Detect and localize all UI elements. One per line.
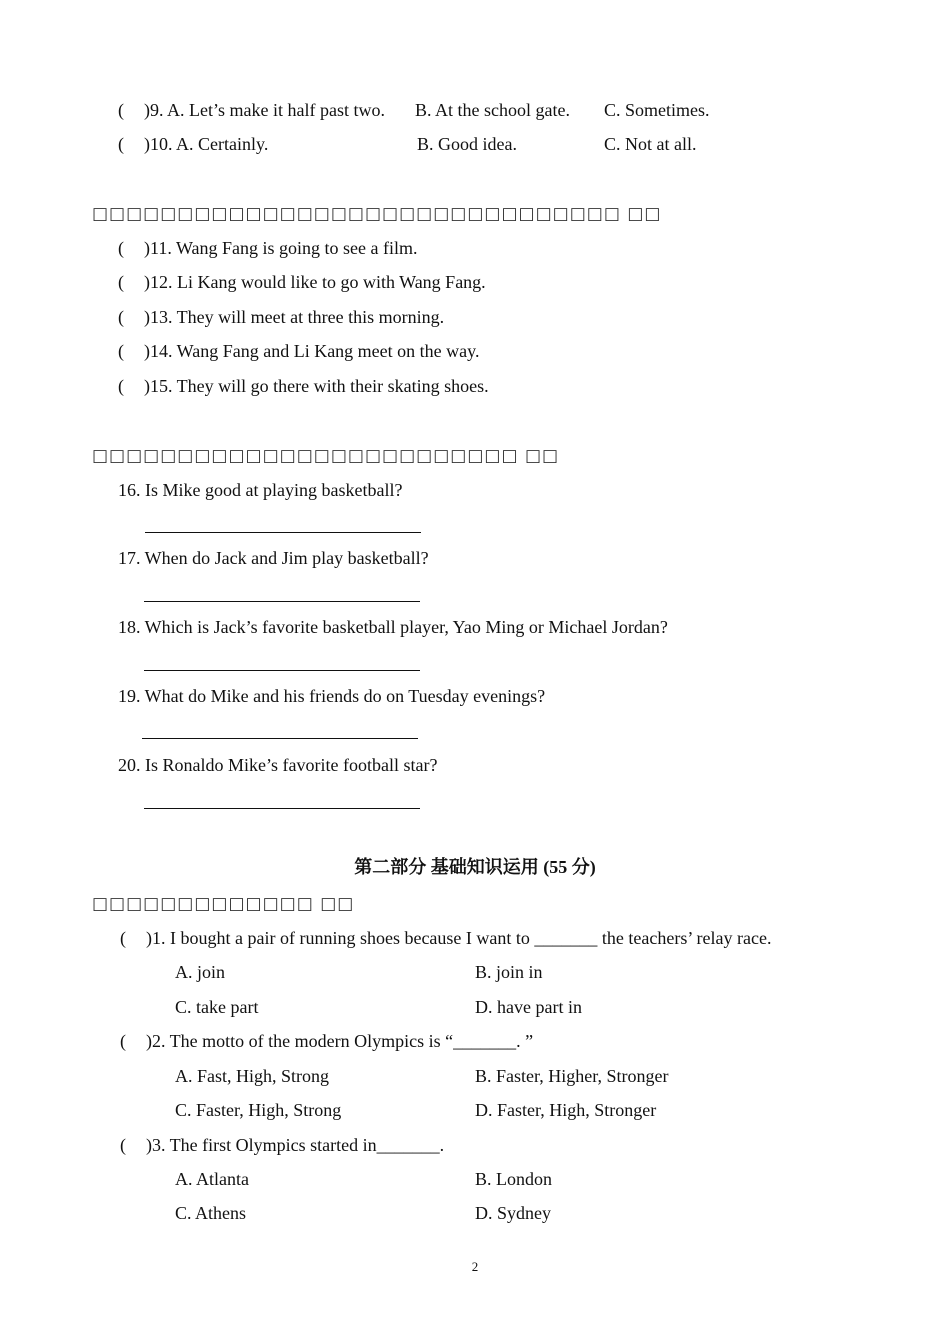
part2-q1-option-c[interactable]: C. take part (175, 997, 259, 1017)
part2-q2-option-c[interactable]: C. Faster, High, Strong (175, 1100, 342, 1120)
paren-q12: ( (118, 272, 124, 292)
answer-line-18[interactable] (144, 670, 420, 671)
question-10-option-c: C. Not at all. (604, 134, 697, 154)
part2-question-2-stem: )2. The motto of the modern Olympics is “_______. ” (146, 1031, 534, 1051)
answer-line-20[interactable] (144, 808, 420, 809)
paren-p2-q3: ( (120, 1135, 126, 1155)
paren-p2-q2: ( (120, 1031, 126, 1051)
question-19: 19. What do Mike and his friends do on Tuesday evenings? (118, 686, 546, 706)
question-15: )15. They will go there with their skating shoes. (144, 376, 489, 396)
question-9-option-b: B. At the school gate. (415, 100, 570, 120)
section-3-heading-boxes: □□□□□□□□□□□□□□□□□□□□□□□□□□□□□□□ (92, 204, 621, 224)
answer-line-17[interactable] (144, 601, 420, 602)
part2-q2-option-b[interactable]: B. Faster, Higher, Stronger (475, 1066, 669, 1086)
question-9-stem: )9. A. Let’s make it half past two. (144, 100, 385, 120)
part2-q3-option-c[interactable]: C. Athens (175, 1203, 247, 1223)
part2-q1-option-d[interactable]: D. have part in (475, 997, 582, 1017)
section-4-heading (92, 445, 559, 467)
section-3-heading (92, 203, 661, 225)
part2-q1-option-b[interactable]: B. join in (475, 962, 543, 982)
part-2-heading-tail: □□ (320, 894, 355, 914)
section-3-heading-tail: □□ (627, 204, 662, 224)
question-11: )11. Wang Fang is going to see a film. (144, 238, 418, 258)
paren-q9: ( (118, 100, 124, 120)
question-10-stem: )10. A. Certainly. (144, 134, 269, 154)
part2-q3-option-b[interactable]: B. London (475, 1169, 553, 1189)
paren-q14: ( (118, 341, 124, 361)
question-20: 20. Is Ronaldo Mike’s favorite football star? (118, 755, 438, 775)
paren-q11: ( (118, 238, 124, 258)
part-2-section-heading (92, 893, 354, 915)
part2-q3-option-a[interactable]: A. Atlanta (175, 1169, 249, 1189)
answer-line-19[interactable] (142, 738, 418, 739)
paren-p2-q1: ( (120, 928, 126, 948)
question-14: )14. Wang Fang and Li Kang meet on the way. (144, 341, 480, 361)
page-number: 2 (471, 1259, 479, 1274)
question-13: )13. They will meet at three this morning. (144, 307, 445, 327)
part2-q2-option-a[interactable]: A. Fast, High, Strong (175, 1066, 330, 1086)
part2-question-1-stem: )1. I bought a pair of running shoes because I want to _______ the teachers’ relay race. (146, 928, 772, 948)
section-4-heading-tail: □□ (524, 446, 560, 466)
question-12: )12. Li Kang would like to go with Wang Fang. (144, 272, 486, 292)
part2-q1-option-a[interactable]: A. join (175, 962, 226, 982)
paren-q15: ( (118, 376, 124, 396)
question-18: 18. Which is Jack’s favorite basketball player, Yao Ming or Michael Jordan? (118, 617, 668, 637)
question-9-option-c: C. Sometimes. (604, 100, 710, 120)
paren-q10: ( (118, 134, 124, 154)
question-17: 17. When do Jack and Jim play basketball? (118, 548, 429, 568)
part2-q3-option-d[interactable]: D. Sydney (475, 1203, 551, 1223)
part-2-title: 第二部分 基础知识运用 (55 分) (354, 857, 596, 877)
answer-line-16[interactable] (145, 532, 421, 533)
part2-question-3-stem: )3. The first Olympics started in_______. (146, 1135, 445, 1155)
question-16: 16. Is Mike good at playing basketball? (118, 480, 403, 500)
section-4-heading-boxes: □□□□□□□□□□□□□□□□□□□□□□□□□ (92, 446, 519, 466)
paren-q13: ( (118, 307, 124, 327)
question-10-option-b: B. Good idea. (417, 134, 517, 154)
part-2-heading-boxes: □□□□□□□□□□□□□ (92, 894, 314, 914)
part2-q2-option-d[interactable]: D. Faster, High, Stronger (475, 1100, 657, 1120)
